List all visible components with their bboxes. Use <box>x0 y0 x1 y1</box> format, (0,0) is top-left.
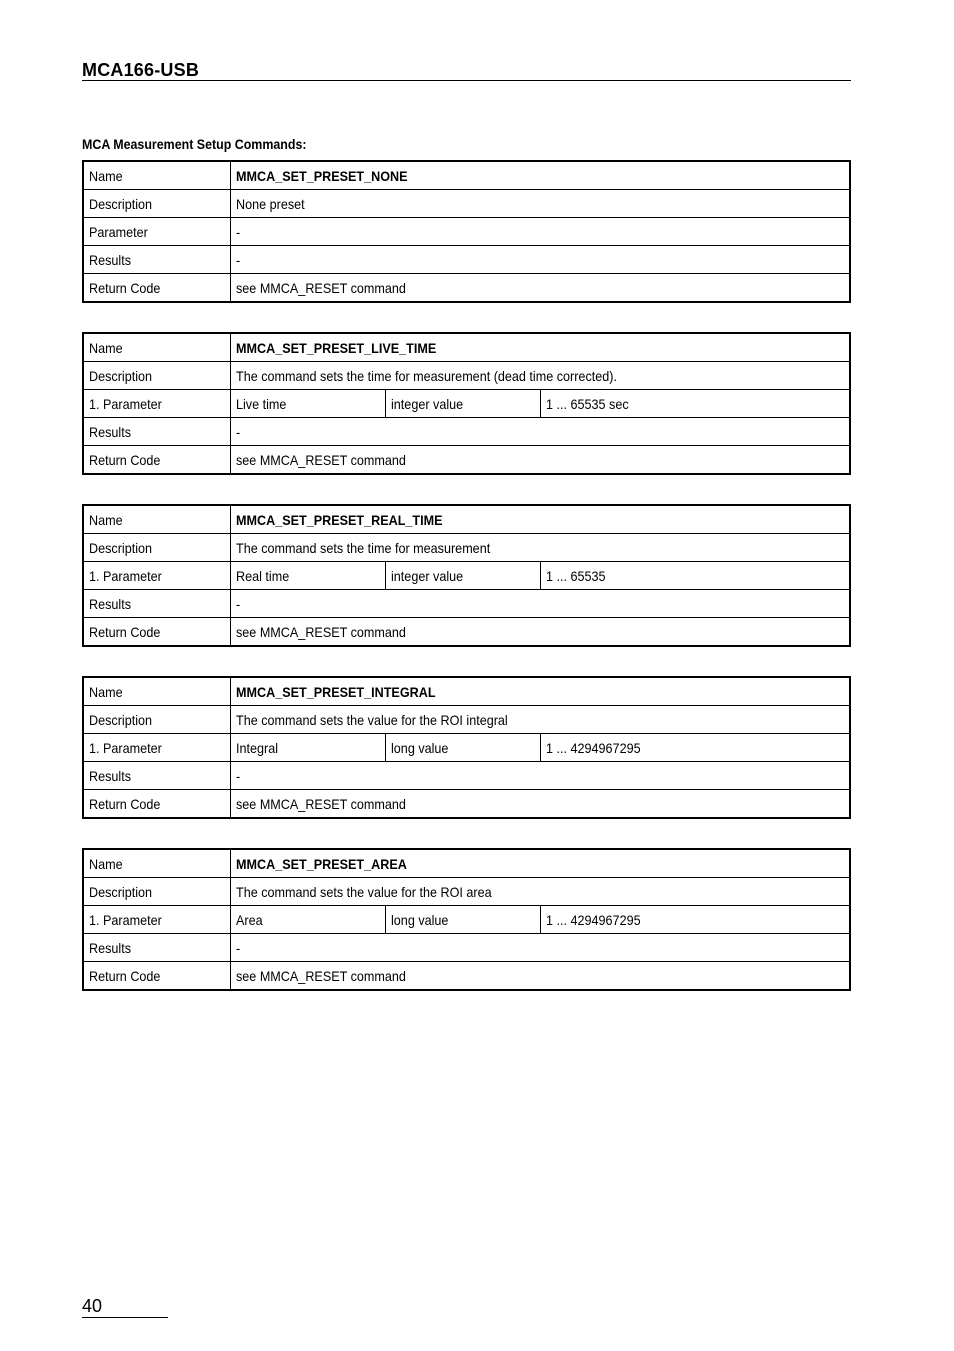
row-label: Description <box>83 190 230 218</box>
table-row <box>83 962 850 991</box>
row-label: Results <box>83 246 230 274</box>
command-table-preset-real-time <box>82 504 851 647</box>
command-name: MMCA_SET_PRESET_INTEGRAL <box>230 677 850 706</box>
table-row <box>83 618 850 647</box>
row-label: 1. Parameter <box>83 734 230 762</box>
command-return-code: see MMCA_RESET command <box>230 962 850 991</box>
document-header-title: MCA166-USB <box>82 60 200 80</box>
command-results: - <box>230 590 850 618</box>
table-row <box>83 362 850 390</box>
table-row <box>83 906 850 934</box>
table-row <box>83 246 850 274</box>
table-row <box>83 534 850 562</box>
table-row <box>83 190 850 218</box>
row-label: Description <box>83 534 230 562</box>
param-type: integer value <box>385 390 540 418</box>
row-label: Name <box>83 677 230 706</box>
row-label: Return Code <box>83 618 230 647</box>
param-range: 1 ... 4294967295 <box>540 734 850 762</box>
row-label: Name <box>83 161 230 190</box>
command-name: MMCA_SET_PRESET_NONE <box>230 161 850 190</box>
command-description: The command sets the value for the ROI integral <box>230 706 850 734</box>
table-row <box>83 161 850 190</box>
row-label: Return Code <box>83 446 230 475</box>
command-results: - <box>230 246 850 274</box>
section-title: MCA Measurement Setup Commands: <box>82 137 307 152</box>
table-row <box>83 274 850 303</box>
command-description: The command sets the time for measurement <box>230 534 850 562</box>
table-row <box>83 706 850 734</box>
command-table-preset-live-time <box>82 332 851 475</box>
row-label: Name <box>83 333 230 362</box>
row-label: Return Code <box>83 274 230 303</box>
row-label: Results <box>83 590 230 618</box>
row-label: Name <box>83 849 230 878</box>
command-name: MMCA_SET_PRESET_LIVE_TIME <box>230 333 850 362</box>
table-row <box>83 677 850 706</box>
param-name: Area <box>230 906 385 934</box>
row-label: 1. Parameter <box>83 906 230 934</box>
row-label: 1. Parameter <box>83 562 230 590</box>
row-label: Return Code <box>83 962 230 991</box>
command-results: - <box>230 934 850 962</box>
table-row <box>83 446 850 475</box>
command-return-code: see MMCA_RESET command <box>230 618 850 647</box>
command-description: The command sets the value for the ROI area <box>230 878 850 906</box>
row-label: Name <box>83 505 230 534</box>
table-row <box>83 505 850 534</box>
param-range: 1 ... 65535 <box>540 562 850 590</box>
header-rule <box>82 80 851 81</box>
command-return-code: see MMCA_RESET command <box>230 446 850 475</box>
table-row <box>83 218 850 246</box>
command-table-preset-none <box>82 160 851 303</box>
table-row <box>83 790 850 819</box>
table-row <box>83 418 850 446</box>
page-number: 40 <box>82 1296 103 1316</box>
command-description: None preset <box>230 190 850 218</box>
table-row <box>83 934 850 962</box>
param-type: long value <box>385 734 540 762</box>
table-row <box>83 878 850 906</box>
command-name: MMCA_SET_PRESET_REAL_TIME <box>230 505 850 534</box>
command-return-code: see MMCA_RESET command <box>230 274 850 303</box>
row-label: 1. Parameter <box>83 390 230 418</box>
command-results: - <box>230 418 850 446</box>
command-description: The command sets the time for measurement (dead time corrected). <box>230 362 850 390</box>
command-results: - <box>230 762 850 790</box>
param-name: Live time <box>230 390 385 418</box>
row-label: Description <box>83 878 230 906</box>
command-return-code: see MMCA_RESET command <box>230 790 850 819</box>
row-label: Results <box>83 762 230 790</box>
param-type: long value <box>385 906 540 934</box>
param-type: integer value <box>385 562 540 590</box>
row-label: Results <box>83 934 230 962</box>
param-range: 1 ... 4294967295 <box>540 906 850 934</box>
param-name: Integral <box>230 734 385 762</box>
table-row <box>83 333 850 362</box>
param-name: Real time <box>230 562 385 590</box>
table-row <box>83 590 850 618</box>
table-row <box>83 562 850 590</box>
command-table-preset-integral <box>82 676 851 819</box>
footer-rule <box>82 1317 168 1318</box>
row-label: Description <box>83 706 230 734</box>
command-parameter: - <box>230 218 850 246</box>
command-table-preset-area <box>82 848 851 991</box>
table-row <box>83 734 850 762</box>
table-row <box>83 390 850 418</box>
table-row <box>83 849 850 878</box>
row-label: Return Code <box>83 790 230 819</box>
row-label: Description <box>83 362 230 390</box>
table-row <box>83 762 850 790</box>
row-label: Results <box>83 418 230 446</box>
row-label: Parameter <box>83 218 230 246</box>
command-name: MMCA_SET_PRESET_AREA <box>230 849 850 878</box>
param-range: 1 ... 65535 sec <box>540 390 850 418</box>
